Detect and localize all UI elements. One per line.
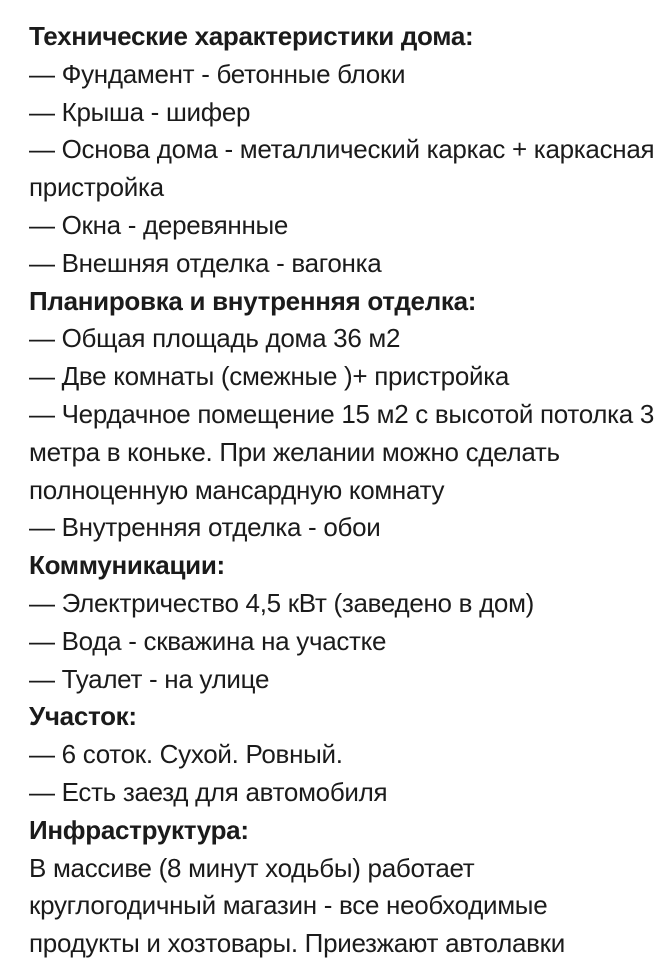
section-heading: Участок: bbox=[29, 701, 137, 732]
item-list bbox=[29, 736, 659, 812]
list-item: — Вода - скважина на участке bbox=[29, 625, 387, 656]
item-list bbox=[29, 585, 659, 698]
section-heading: Планировка и внутренняя отделка: bbox=[29, 285, 477, 316]
list-item: — Основа дома - металлический каркас + каркасная пристройка bbox=[29, 134, 655, 203]
item-list bbox=[29, 320, 659, 547]
list-item: — Чердачное помещение 15 м2 с высотой потолка 3 метра в коньке. При желании можно сделать полноценную мансардную комнату bbox=[29, 398, 655, 505]
list-item: — Туалет - на улице bbox=[29, 663, 270, 694]
section-text: В массиве (8 минут ходьбы) работает круглогодичный магазин - все необходимые продукты и хозтовары. Приезжают автолавки bbox=[29, 852, 565, 959]
section-heading: Технические характеристики дома: bbox=[29, 21, 474, 51]
list-item: — Внешняя отделка - вагонка bbox=[29, 247, 382, 278]
list-item: — Внутренняя отделка - обои bbox=[29, 512, 381, 543]
list-item: — Окна - деревянные bbox=[29, 209, 289, 240]
list-item: — Крыша - шифер bbox=[29, 96, 251, 127]
section-utilities bbox=[29, 547, 659, 698]
list-item: — Фундамент - бетонные блоки bbox=[29, 58, 406, 89]
listing-description bbox=[29, 18, 659, 960]
item-list bbox=[29, 56, 659, 283]
list-item: — Есть заезд для автомобиля bbox=[29, 776, 388, 807]
section-technical bbox=[29, 18, 659, 283]
list-item: — Общая площадь дома 36 м2 bbox=[29, 323, 401, 354]
list-item: — 6 соток. Сухой. Ровный. bbox=[29, 739, 343, 770]
section-layout bbox=[29, 283, 659, 548]
list-item: — Две комнаты (смежные )+ пристройка bbox=[29, 361, 510, 392]
section-heading: Инфраструктура: bbox=[29, 814, 249, 845]
list-item: — Электричество 4,5 кВт (заведено в дом) bbox=[29, 587, 535, 618]
section-infrastructure bbox=[29, 812, 659, 960]
section-plot bbox=[29, 698, 659, 811]
section-heading: Коммуникации: bbox=[29, 550, 225, 581]
